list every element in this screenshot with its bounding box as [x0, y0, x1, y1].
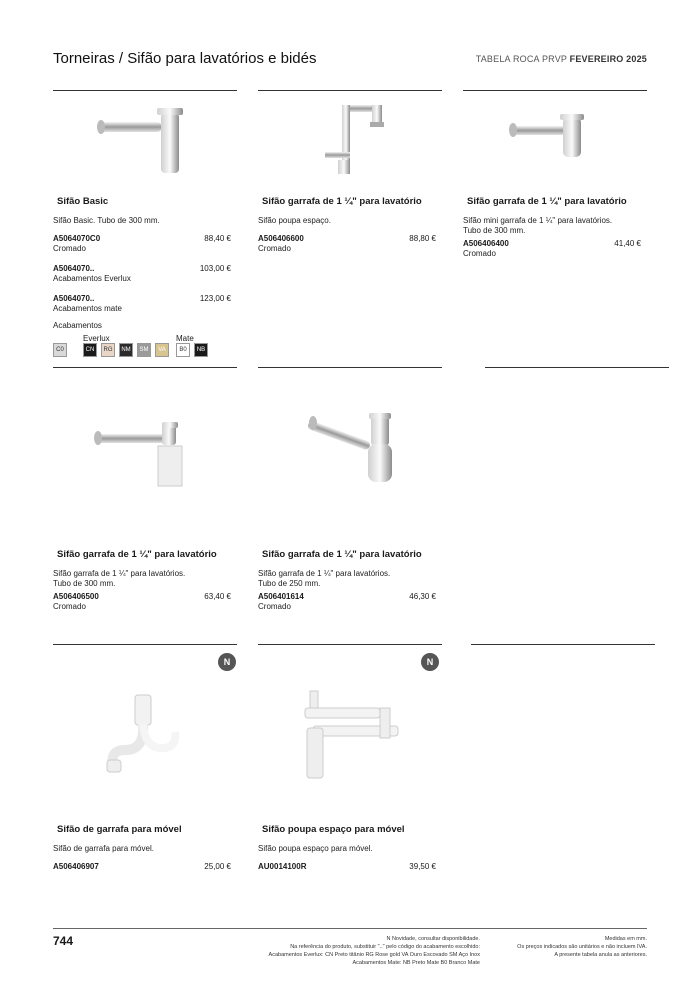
- footer-note: Os preços indicados são unitários e não incluem IVA.: [517, 944, 647, 950]
- product-description: Sifão poupa espaço.: [258, 216, 331, 225]
- finish-swatch-c0: C0: [53, 343, 67, 357]
- product-title: Sifão Basic: [57, 196, 109, 207]
- page-title: Torneiras / Sifão para lavatórios e bidés: [53, 50, 317, 67]
- price-row: [463, 239, 641, 249]
- product-sifao-movel: [53, 824, 231, 872]
- product-sifao-poupa-movel: [258, 824, 436, 872]
- price-row: [53, 592, 231, 602]
- product-sifao-garrafa-poupa: [258, 196, 436, 254]
- product-description: Sifão mini garrafa de 1 ¼" para lavatórios.: [463, 216, 613, 225]
- product-title: Sifão poupa espaço para móvel: [262, 824, 405, 835]
- finish-name: Cromado: [463, 249, 496, 258]
- finish-name: Cromado: [53, 602, 86, 611]
- footer-note: A presente tabela anula as anteriores.: [554, 952, 647, 958]
- price-row: [258, 862, 436, 872]
- divider: [485, 367, 669, 368]
- product-price: 25,00 €: [204, 862, 231, 871]
- price-row: [53, 294, 231, 304]
- finish-swatch-cn: CN: [83, 343, 97, 357]
- product-code: A506406400: [463, 239, 509, 248]
- price-row: [258, 234, 436, 244]
- finishes-label: Acabamentos: [53, 321, 102, 330]
- product-code: A506406500: [53, 592, 99, 601]
- footer-note: N Novidade, consultar disponibilidade.: [386, 936, 480, 942]
- product-sifao-garrafa-300: [53, 549, 231, 612]
- finish-swatch-rg: RG: [101, 343, 115, 357]
- product-description: Sifão de garrafa para móvel.: [53, 844, 154, 853]
- product-title: Sifão garrafa de 1 ¼" para lavatório: [467, 196, 627, 207]
- product-price: 41,40 €: [614, 239, 641, 248]
- product-price: 123,00 €: [199, 294, 231, 303]
- product-price: 46,30 €: [409, 592, 436, 601]
- finish-swatch-nb: NB: [194, 343, 208, 357]
- page-number: 744: [53, 934, 74, 948]
- divider: [258, 644, 442, 645]
- divider: [53, 367, 237, 368]
- new-badge: N: [421, 653, 439, 671]
- siphon-furniture-image: [105, 690, 180, 775]
- finish-swatch-b0: B0: [176, 343, 190, 357]
- finish-name: Cromado: [258, 602, 291, 611]
- product-description: Sifão garrafa de 1 ¼" para lavatórios.: [258, 569, 391, 578]
- divider: [258, 90, 442, 91]
- product-price: 63,40 €: [204, 592, 231, 601]
- price-row: [53, 862, 231, 872]
- finish-name: Cromado: [258, 244, 291, 253]
- price-row: [53, 264, 231, 274]
- siphon-mini-bottle-image: [505, 112, 595, 167]
- product-price: 103,00 €: [199, 264, 231, 273]
- footer-notes: [220, 935, 480, 967]
- new-badge: N: [218, 653, 236, 671]
- footer-disclaimer: [487, 935, 647, 959]
- product-code: A506401614: [258, 592, 304, 601]
- divider: [53, 90, 237, 91]
- product-code: A5064070..: [53, 264, 95, 273]
- everlux-group-label: Everlux: [83, 334, 110, 343]
- product-code: A5064070..: [53, 294, 95, 303]
- product-code: A5064070C0: [53, 234, 101, 243]
- finish-name: Acabamentos Everlux: [53, 274, 131, 283]
- divider: [463, 90, 647, 91]
- product-description: Tubo de 250 mm.: [258, 579, 321, 588]
- product-sifao-basic: [53, 196, 231, 314]
- product-description: Sifão garrafa de 1 ¼" para lavatórios.: [53, 569, 186, 578]
- divider: [258, 367, 442, 368]
- price-row: [258, 592, 436, 602]
- footer-note: Na referência do produto, substituir ".." pelo código do acabamento escolhido:: [290, 944, 480, 950]
- finish-swatch-sm: SM: [137, 343, 151, 357]
- product-title: Sifão garrafa de 1 ¼" para lavatório: [57, 549, 217, 560]
- finish-swatch-nm: NM: [119, 343, 133, 357]
- siphon-space-saving-furniture-image: [295, 688, 410, 783]
- footer-note: Medidas em mm.: [604, 936, 647, 942]
- product-code: AU0014100R: [258, 862, 307, 871]
- footer-note: Acabamentos Everlux: CN Preto titânio RG Rose gold VA Ouro Escovado SM Aço Inox: [268, 952, 480, 958]
- product-description: Sifão poupa espaço para móvel.: [258, 844, 373, 853]
- price-row: [53, 234, 231, 244]
- finish-name: Cromado: [53, 244, 86, 253]
- product-sifao-mini-garrafa: [463, 196, 641, 259]
- product-code: A506406600: [258, 234, 304, 243]
- product-code: A506406907: [53, 862, 99, 871]
- mate-group-label: Mate: [176, 334, 194, 343]
- siphon-basic-image: [95, 105, 195, 175]
- product-title: Sifão garrafa de 1 ¼" para lavatório: [262, 196, 422, 207]
- siphon-bottle-square-image: [92, 420, 192, 490]
- product-price: 39,50 €: [409, 862, 436, 871]
- product-title: Sifão de garrafa para móvel: [57, 824, 182, 835]
- finish-swatch-va: VA: [155, 343, 169, 357]
- finishes-legend: [53, 321, 206, 353]
- product-price: 88,80 €: [409, 234, 436, 243]
- product-title: Sifão garrafa de 1 ¼" para lavatório: [262, 549, 422, 560]
- footer-note: Acabamentos Mate: NB Preto Mate B0 Branco Mate: [352, 960, 480, 966]
- finish-name: Acabamentos mate: [53, 304, 122, 313]
- product-description: Sifão Basic. Tubo de 300 mm.: [53, 216, 160, 225]
- product-description: Tubo de 300 mm.: [53, 579, 116, 588]
- siphon-space-saving-image: [320, 102, 390, 180]
- footer-divider: [53, 928, 647, 929]
- divider: [471, 644, 655, 645]
- product-description: Tubo de 300 mm.: [463, 226, 526, 235]
- divider: [53, 644, 237, 645]
- product-price: 88,40 €: [204, 234, 231, 243]
- siphon-bottle-250-image: [305, 410, 400, 490]
- product-sifao-garrafa-250: [258, 549, 436, 612]
- catalog-edition: TABELA ROCA PRVP FEVEREIRO 2025: [475, 54, 647, 64]
